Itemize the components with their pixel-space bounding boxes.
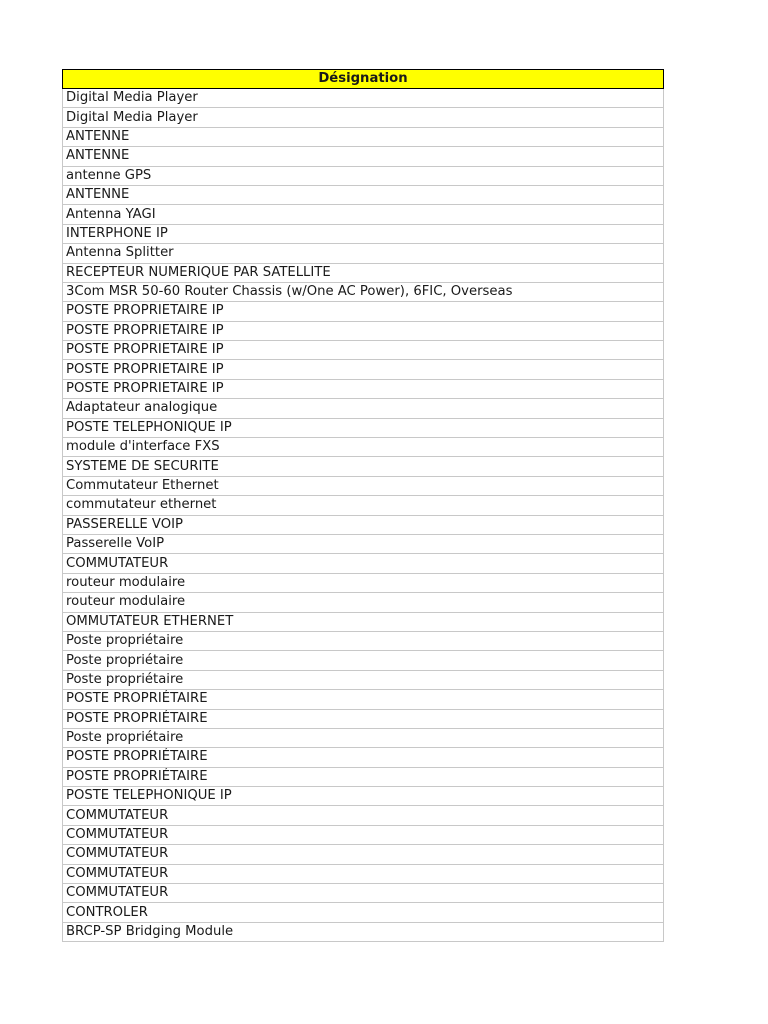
cell-designation[interactable]: ANTENNE xyxy=(63,127,664,146)
table-row xyxy=(63,903,664,922)
table-row xyxy=(63,612,664,631)
table-row xyxy=(63,728,664,747)
cell-designation[interactable]: Poste propriétaire xyxy=(63,728,664,747)
cell-designation[interactable]: POSTE PROPRIÉTAIRE xyxy=(63,690,664,709)
cell-designation[interactable]: POSTE PROPRIETAIRE IP xyxy=(63,379,664,398)
table-row xyxy=(63,418,664,437)
table-row xyxy=(63,438,664,457)
table-row xyxy=(63,89,664,108)
table-body xyxy=(63,89,664,942)
table-row xyxy=(63,651,664,670)
table-row xyxy=(63,321,664,340)
cell-designation[interactable]: ANTENNE xyxy=(63,185,664,204)
cell-designation[interactable]: RECEPTEUR NUMERIQUE PAR SATELLITE xyxy=(63,263,664,282)
cell-designation[interactable]: COMMUTATEUR xyxy=(63,884,664,903)
cell-designation[interactable]: Poste propriétaire xyxy=(63,651,664,670)
table-row xyxy=(63,457,664,476)
cell-designation[interactable]: POSTE PROPRIETAIRE IP xyxy=(63,321,664,340)
cell-designation[interactable]: PASSERELLE VOIP xyxy=(63,515,664,534)
table-row xyxy=(63,709,664,728)
table-row xyxy=(63,302,664,321)
table-row xyxy=(63,845,664,864)
table-row xyxy=(63,496,664,515)
cell-designation[interactable]: COMMUTATEUR xyxy=(63,864,664,883)
cell-designation[interactable]: routeur modulaire xyxy=(63,573,664,592)
table-row xyxy=(63,670,664,689)
cell-designation[interactable]: POSTE PROPRIETAIRE IP xyxy=(63,360,664,379)
cell-designation[interactable]: SYSTEME DE SECURITE xyxy=(63,457,664,476)
cell-designation[interactable]: Antenna YAGI xyxy=(63,205,664,224)
cell-designation[interactable]: ANTENNE xyxy=(63,147,664,166)
table-row xyxy=(63,399,664,418)
cell-designation[interactable]: Antenna Splitter xyxy=(63,244,664,263)
cell-designation[interactable]: antenne GPS xyxy=(63,166,664,185)
table-row xyxy=(63,554,664,573)
cell-designation[interactable]: 3Com MSR 50-60 Router Chassis (w/One AC Power), 6FIC, Overseas xyxy=(63,282,664,301)
designation-table xyxy=(62,69,664,942)
cell-designation[interactable]: BRCP-SP Bridging Module xyxy=(63,922,664,941)
cell-designation[interactable]: Poste propriétaire xyxy=(63,670,664,689)
cell-designation[interactable]: POSTE PROPRIÉTAIRE xyxy=(63,767,664,786)
table-row xyxy=(63,282,664,301)
cell-designation[interactable]: COMMUTATEUR xyxy=(63,845,664,864)
cell-designation[interactable]: commutateur ethernet xyxy=(63,496,664,515)
table-row xyxy=(63,573,664,592)
cell-designation[interactable]: CONTROLER xyxy=(63,903,664,922)
cell-designation[interactable]: COMMUTATEUR xyxy=(63,825,664,844)
cell-designation[interactable]: routeur modulaire xyxy=(63,593,664,612)
table-row xyxy=(63,360,664,379)
table-row xyxy=(63,787,664,806)
table-row xyxy=(63,147,664,166)
cell-designation[interactable]: COMMUTATEUR xyxy=(63,554,664,573)
cell-designation[interactable]: Digital Media Player xyxy=(63,108,664,127)
table-row xyxy=(63,806,664,825)
cell-designation[interactable]: module d'interface FXS xyxy=(63,438,664,457)
table-row xyxy=(63,127,664,146)
column-header-designation[interactable]: Désignation xyxy=(63,70,664,89)
table-row xyxy=(63,166,664,185)
table-row xyxy=(63,476,664,495)
table-row xyxy=(63,884,664,903)
cell-designation[interactable]: Adaptateur analogique xyxy=(63,399,664,418)
cell-designation[interactable]: Digital Media Player xyxy=(63,89,664,108)
cell-designation[interactable]: POSTE PROPRIÉTAIRE xyxy=(63,709,664,728)
cell-designation[interactable]: POSTE PROPRIETAIRE IP xyxy=(63,341,664,360)
cell-designation[interactable]: INTERPHONE IP xyxy=(63,224,664,243)
cell-designation[interactable]: POSTE TELEPHONIQUE IP xyxy=(63,787,664,806)
cell-designation[interactable]: POSTE TELEPHONIQUE IP xyxy=(63,418,664,437)
table-row xyxy=(63,205,664,224)
table-row xyxy=(63,922,664,941)
table-row xyxy=(63,224,664,243)
cell-designation[interactable]: Commutateur Ethernet xyxy=(63,476,664,495)
table-row xyxy=(63,341,664,360)
cell-designation[interactable]: COMMUTATEUR xyxy=(63,806,664,825)
table-row xyxy=(63,244,664,263)
table-row xyxy=(63,864,664,883)
table-row xyxy=(63,515,664,534)
cell-designation[interactable]: POSTE PROPRIÉTAIRE xyxy=(63,748,664,767)
table-row xyxy=(63,108,664,127)
table-row xyxy=(63,263,664,282)
table-row xyxy=(63,593,664,612)
table-row xyxy=(63,631,664,650)
table-row xyxy=(63,825,664,844)
table-row xyxy=(63,185,664,204)
cell-designation[interactable]: Poste propriétaire xyxy=(63,631,664,650)
table-row xyxy=(63,690,664,709)
table-row xyxy=(63,534,664,553)
table-row xyxy=(63,748,664,767)
cell-designation[interactable]: OMMUTATEUR ETHERNET xyxy=(63,612,664,631)
table-row xyxy=(63,767,664,786)
cell-designation[interactable]: Passerelle VoIP xyxy=(63,534,664,553)
table-row xyxy=(63,379,664,398)
header-row xyxy=(63,70,664,89)
cell-designation[interactable]: POSTE PROPRIETAIRE IP xyxy=(63,302,664,321)
